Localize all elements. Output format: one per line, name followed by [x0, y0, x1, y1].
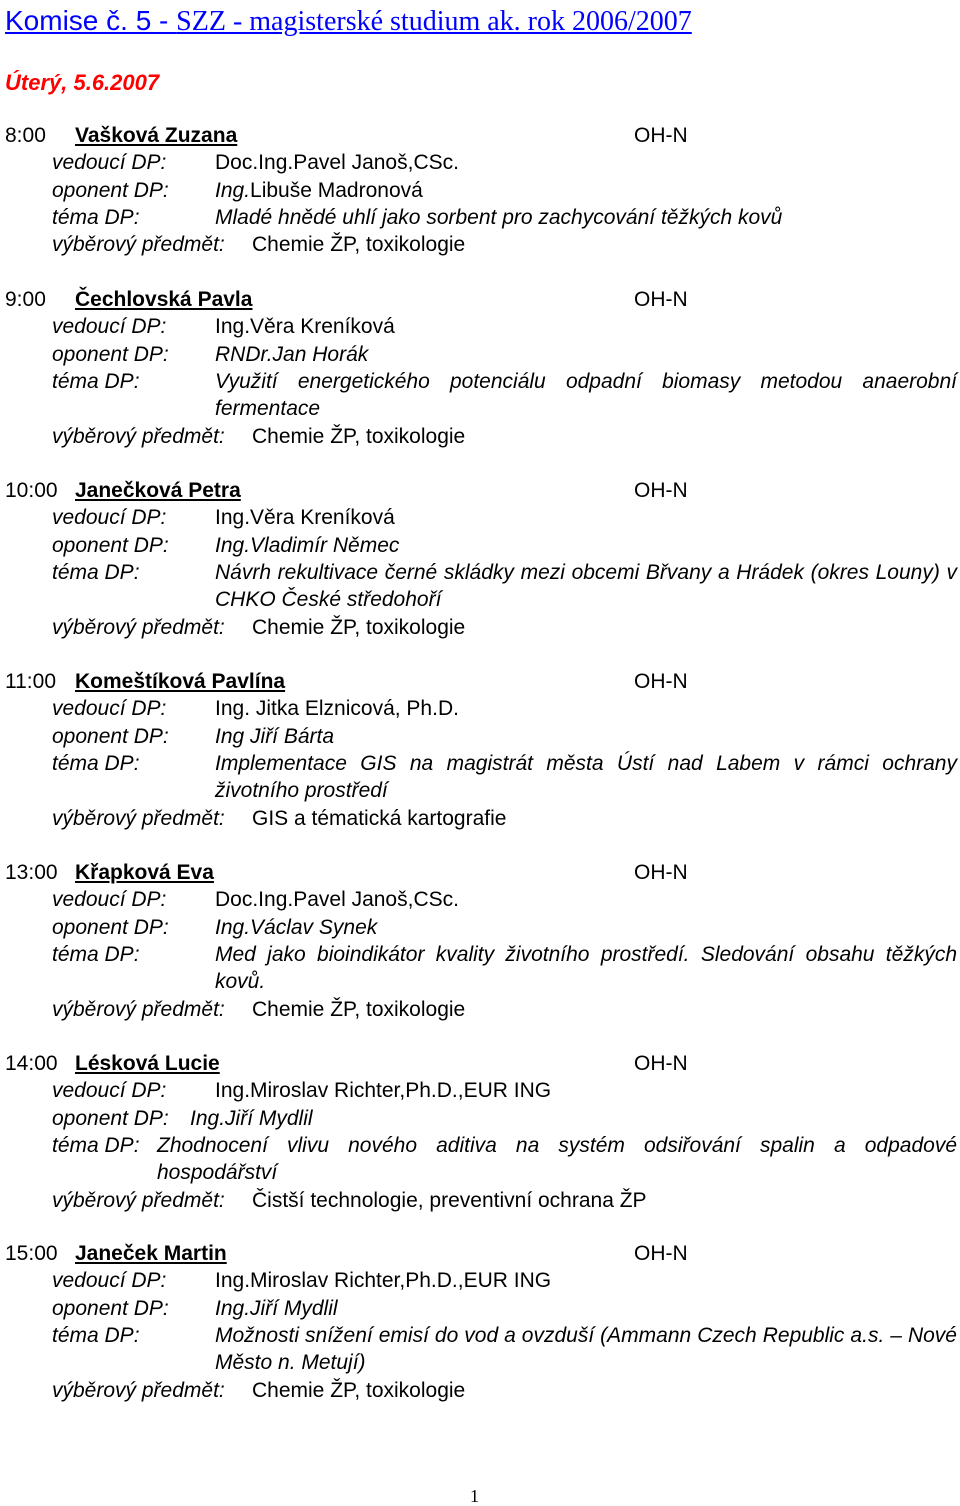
opponent-title: Ing. [215, 1297, 251, 1320]
opponent-title: RNDr. [215, 343, 273, 366]
entry-time: 10:00 [5, 479, 58, 502]
program-code: OH-N [634, 479, 688, 502]
opponent-surname: Jiří Mydlil [225, 1107, 313, 1130]
program-code: OH-N [634, 1052, 688, 1075]
opponent-surname: Vladimír Němec [250, 534, 400, 557]
page-number: 1 [470, 1486, 479, 1506]
topic-label: téma DP: [52, 752, 140, 775]
title-program: SZZ - magisterské studium ak. rok 2006/2007 [176, 6, 692, 37]
subject-label: výběrový předmět: [52, 1379, 225, 1402]
opponent-name [215, 1295, 338, 1322]
topic-label: téma DP: [52, 1134, 140, 1157]
entry-time: 15:00 [5, 1242, 58, 1265]
supervisor-name: Ing.Věra Kreníková [215, 315, 395, 338]
entry-time: 9:00 [5, 288, 46, 311]
opponent-title: Ing. [215, 179, 251, 202]
opponent-label: oponent DP: [52, 1297, 169, 1320]
thesis-topic: Možnosti snížení emisí do vod a ovzduší (Ammann Czech Republic a.s. – Nové Město n. Metují) [215, 1324, 957, 1375]
supervisor-name: Ing.Miroslav Richter,Ph.D.,EUR ING [215, 1079, 552, 1102]
student-name: Janečková Petra [75, 479, 241, 502]
elective-subject: GIS a tématická kartografie [252, 807, 507, 830]
student-name: Komeštíková Pavlína [75, 670, 286, 693]
supervisor-name: Doc.Ing.Pavel Janoš,CSc. [215, 888, 459, 911]
student-name: Janeček Martin [75, 1242, 227, 1265]
title-commission: Komise č. 5 - [5, 5, 177, 36]
thesis-topic: Návrh rekultivace černé skládky mezi obcemi Břvany a Hrádek (okres Louny) v CHKO České středohoří [215, 561, 957, 612]
opponent-surname: Jan Horák [272, 343, 369, 366]
opponent-name [190, 1105, 313, 1132]
topic-label: téma DP: [52, 943, 140, 966]
opponent-label: oponent DP: [52, 343, 169, 366]
program-code: OH-N [634, 1242, 688, 1265]
opponent-title: Ing. [215, 916, 251, 939]
program-code: OH-N [634, 124, 688, 147]
student-name: Lésková Lucie [75, 1052, 220, 1075]
opponent-title: Ing. [215, 534, 251, 557]
topic-label: téma DP: [52, 206, 140, 229]
entry-time: 14:00 [5, 1052, 58, 1075]
thesis-topic: Využití energetického potenciálu odpadní biomasy metodou anaerobní fermentace [215, 370, 957, 421]
supervisor-name: Ing.Věra Kreníková [215, 506, 395, 529]
page-title [5, 4, 692, 39]
elective-subject: Chemie ŽP, toxikologie [252, 998, 466, 1021]
opponent-name: Ing Jiří Bárta [215, 725, 335, 748]
topic-label: téma DP: [52, 1324, 140, 1347]
opponent-name [215, 177, 423, 204]
thesis-topic: Zhodnocení vlivu nového aditiva na systém odsiřování spalin a odpadové hospodářství [157, 1134, 957, 1185]
opponent-label: oponent DP: [52, 916, 169, 939]
program-code: OH-N [634, 670, 688, 693]
supervisor-label: vedoucí DP: [52, 315, 167, 338]
elective-subject: Čistší technologie, preventivní ochrana ŽP [252, 1189, 647, 1212]
subject-label: výběrový předmět: [52, 616, 225, 639]
supervisor-label: vedoucí DP: [52, 151, 167, 174]
subject-label: výběrový předmět: [52, 807, 225, 830]
thesis-topic: Implementace GIS na magistrát města Ústí nad Labem v rámci ochrany životního prostředí [215, 752, 957, 803]
opponent-label: oponent DP: [52, 534, 169, 557]
opponent-name [215, 341, 368, 368]
elective-subject: Chemie ŽP, toxikologie [252, 233, 466, 256]
entry-time: 11:00 [5, 670, 56, 693]
entry-time: 13:00 [5, 861, 58, 884]
thesis-topic: Mladé hnědé uhlí jako sorbent pro zachycování těžkých kovů [215, 206, 783, 229]
opponent-name [215, 914, 377, 941]
thesis-topic: Med jako bioindikátor kvality životního prostředí. Sledování obsahu těžkých kovů. [215, 943, 957, 994]
supervisor-label: vedoucí DP: [52, 697, 167, 720]
opponent-surname: Libuše Madronová [250, 179, 423, 202]
program-code: OH-N [634, 288, 688, 311]
topic-label: téma DP: [52, 370, 140, 393]
supervisor-name: Ing. Jitka Elznicová, Ph.D. [215, 697, 459, 720]
student-name: Vašková Zuzana [75, 124, 238, 147]
subject-label: výběrový předmět: [52, 425, 225, 448]
student-name: Čechlovská Pavla [75, 288, 253, 311]
opponent-title: Ing. [190, 1107, 226, 1130]
opponent-surname: Jiří Mydlil [250, 1297, 338, 1320]
subject-label: výběrový předmět: [52, 1189, 225, 1212]
supervisor-name: Doc.Ing.Pavel Janoš,CSc. [215, 151, 459, 174]
student-name: Křapková Eva [75, 861, 214, 884]
subject-label: výběrový předmět: [52, 998, 225, 1021]
supervisor-label: vedoucí DP: [52, 1269, 167, 1292]
elective-subject: Chemie ŽP, toxikologie [252, 616, 466, 639]
exam-date: Úterý, 5.6.2007 [5, 70, 160, 95]
program-code: OH-N [634, 861, 688, 884]
opponent-label: oponent DP: [52, 179, 169, 202]
entry-time: 8:00 [5, 124, 46, 147]
supervisor-name: Ing.Miroslav Richter,Ph.D.,EUR ING [215, 1269, 552, 1292]
opponent-label: oponent DP: [52, 1107, 169, 1130]
supervisor-label: vedoucí DP: [52, 506, 167, 529]
opponent-surname: Václav Synek [250, 916, 378, 939]
supervisor-label: vedoucí DP: [52, 1079, 167, 1102]
subject-label: výběrový předmět: [52, 233, 225, 256]
topic-label: téma DP: [52, 561, 140, 584]
opponent-label: oponent DP: [52, 725, 169, 748]
elective-subject: Chemie ŽP, toxikologie [252, 425, 466, 448]
opponent-name [215, 532, 399, 559]
supervisor-label: vedoucí DP: [52, 888, 167, 911]
elective-subject: Chemie ŽP, toxikologie [252, 1379, 466, 1402]
